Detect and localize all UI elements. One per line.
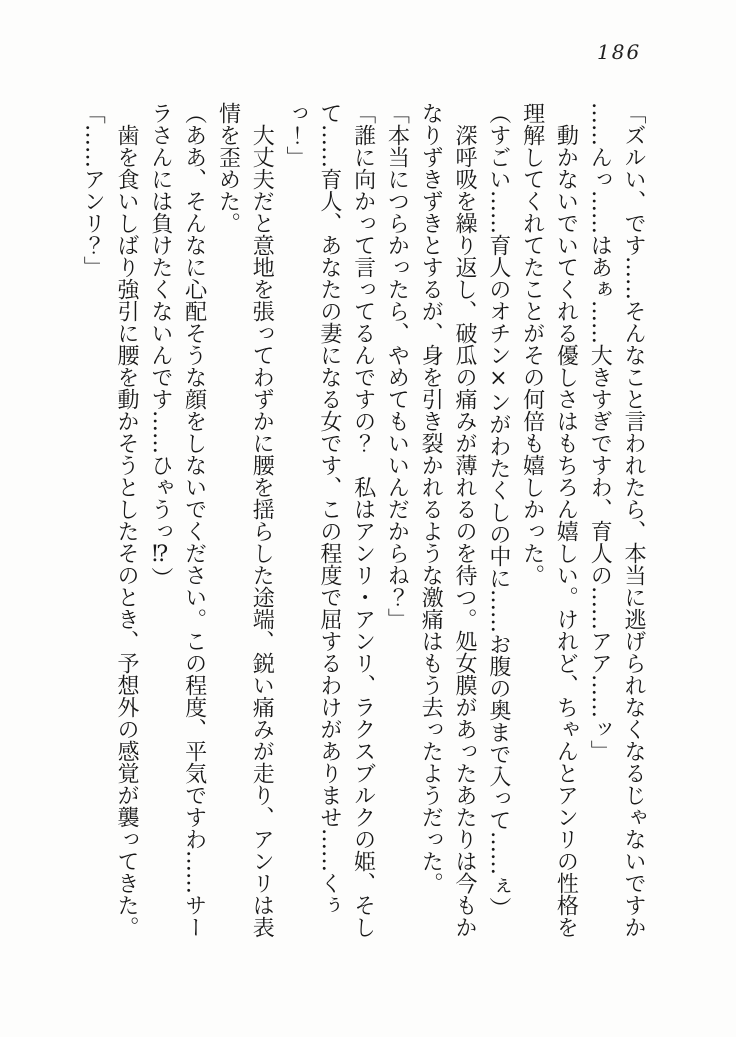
page-number: 186 bbox=[597, 40, 642, 64]
text-line: 歯を食いしばり強引に腰を動かそうとしたそのとき、予想外の感覚が襲ってきた。 bbox=[114, 102, 140, 938]
text-line: （ああ、そんなに心配そうな顔をしないでください。この程度、平気ですわ……サー bbox=[181, 102, 207, 938]
text-line: っ！」 bbox=[283, 102, 309, 168]
text-line: ……んっ……はあぁ……大きすぎですわ、育人の……アア……ッ」 bbox=[587, 102, 613, 762]
text-line: （すごい……育人のオチン×ンがわたくしの中に……お腹の奥まで入って……ぇ） bbox=[485, 102, 511, 919]
text-line: 深呼吸を繰り返し、破瓜の痛みが薄れるのを待つ。処女膜があったあたりは今もか bbox=[452, 102, 478, 938]
text-line: 「……アンリ？」 bbox=[80, 102, 106, 278]
text-line: なりずきずきとするが、身を引き裂かれるような激痛はもう去ったようだった。 bbox=[418, 102, 444, 894]
text-line: ラさんには負けたくないんです……ひゃうっ⁉） bbox=[147, 102, 173, 589]
text-line: 「誰に向かって言ってるんですの？ 私はアンリ・アンリ、ラクスブルクの姫、そし bbox=[350, 102, 376, 938]
text-line: 「ズルい、です……そんなこと言われたら、本当に逃げられなくなるじゃないですか bbox=[621, 102, 646, 938]
text-line: て……育人、あなたの妻になる女です、この程度で屈するわけがありませ……くぅ bbox=[316, 102, 342, 916]
text-line: 理解してくれてたことがその何倍も嬉しかった。 bbox=[519, 102, 545, 586]
text-line: 大丈夫だと意地を張ってわずかに腰を揺らした途端、鋭い痛みが走り、アンリは表 bbox=[249, 102, 275, 938]
text-line: 情を歪めた。 bbox=[215, 102, 241, 234]
text-line: 動かないでいてくれる優しさはもちろん嬉しい。けれど、ちゃんとアンリの性格を bbox=[553, 102, 579, 938]
text-line: 「本当につらかったら、やめてもいいんだからね？」 bbox=[384, 102, 410, 630]
vertical-text-block bbox=[75, 102, 650, 944]
